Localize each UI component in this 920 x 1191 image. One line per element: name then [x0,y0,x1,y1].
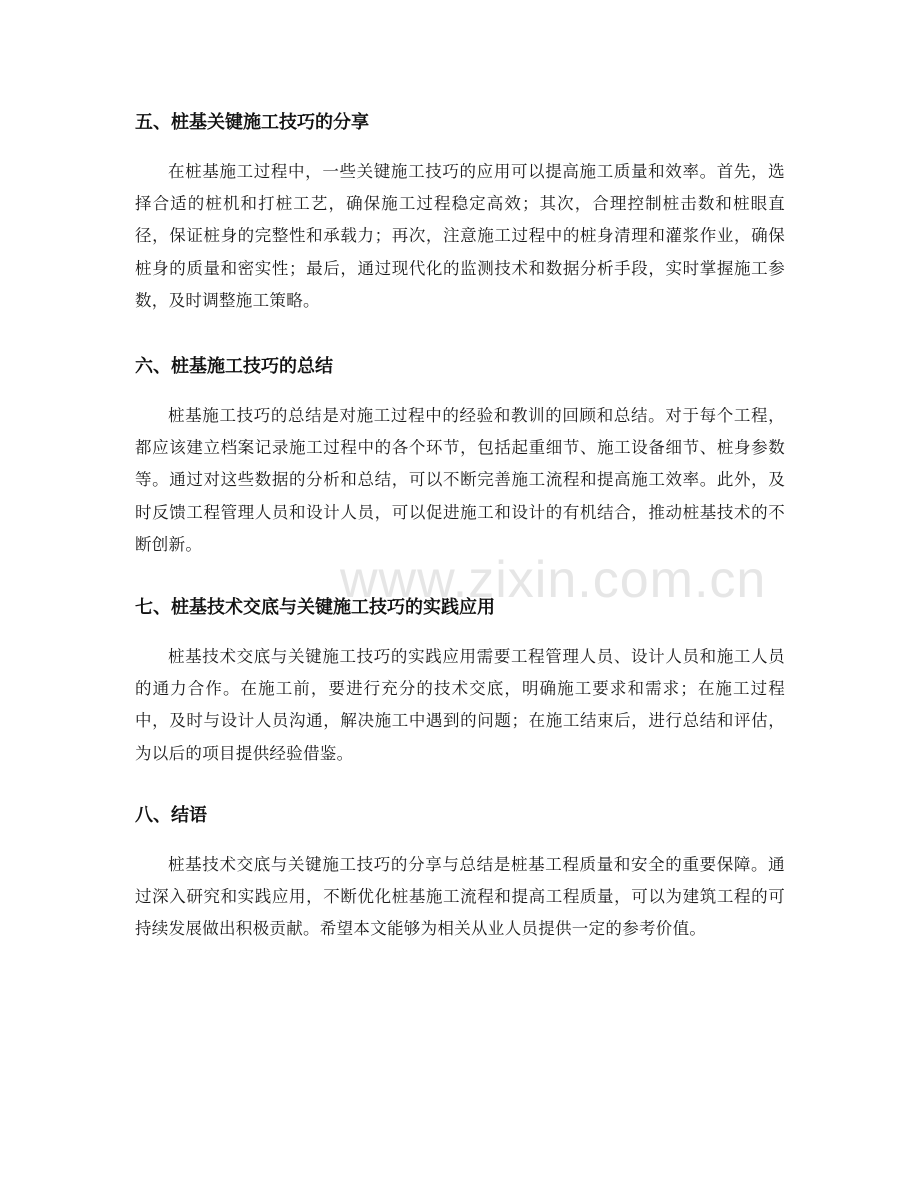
section-8 [135,804,785,946]
section-heading: 八、结语 [135,805,207,826]
section-5 [135,111,785,317]
section-paragraph: 桩基施工技巧的总结是对施工过程中的经验和教训的回顾和总结。对于每个工程，都应该建立档案记录施工过程中的各个环节，包括起重细节、施工设备细节、桩身参数等。通过对这些数据的分析和总结，可以不断完善施工流程和提高施工效率。此外，及时反馈工程管理人员和设计人员，可以促进施工和设计的有机结合，推动桩基技术的不断创新。 [135,406,785,554]
section-paragraph: 桩基技术交底与关键施工技巧的实践应用需要工程管理人员、设计人员和施工人员的通力合作。在施工前，要进行充分的技术交底，明确施工要求和需求；在施工过程中，及时与设计人员沟通，解决施工中遇到的问题；在施工结束后，进行总结和评估，为以后的项目提供经验借鉴。 [135,647,785,763]
section-paragraph: 在桩基施工过程中，一些关键施工技巧的应用可以提高施工质量和效率。首先，选择合适的桩机和打桩工艺，确保施工过程稳定高效；其次，合理控制桩击数和桩眼直径，保证桩身的完整性和承载力；再次，注意施工过程中的桩身清理和灌浆作业，确保桩身的质量和密实性；最后，通过现代化的监测技术和数据分析手段，实时掌握施工参数，及时调整施工策略。 [135,162,785,310]
section-7 [135,596,785,770]
watermark: www.zixin.com.cn [340,551,767,609]
section-paragraph: 桩基技术交底与关键施工技巧的分享与总结是桩基工程质量和安全的重要保障。通过深入研究和实践应用，不断优化桩基施工流程和提高工程质量，可以为建筑工程的可持续发展做出积极贡献。希望本文能够为相关从业人员提供一定的参考价值。 [135,855,785,939]
section-heading: 七、桩基技术交底与关键施工技巧的实践应用 [135,597,495,618]
section-heading: 五、桩基关键施工技巧的分享 [135,112,369,133]
section-6 [135,355,785,561]
section-heading: 六、桩基施工技巧的总结 [135,356,333,377]
